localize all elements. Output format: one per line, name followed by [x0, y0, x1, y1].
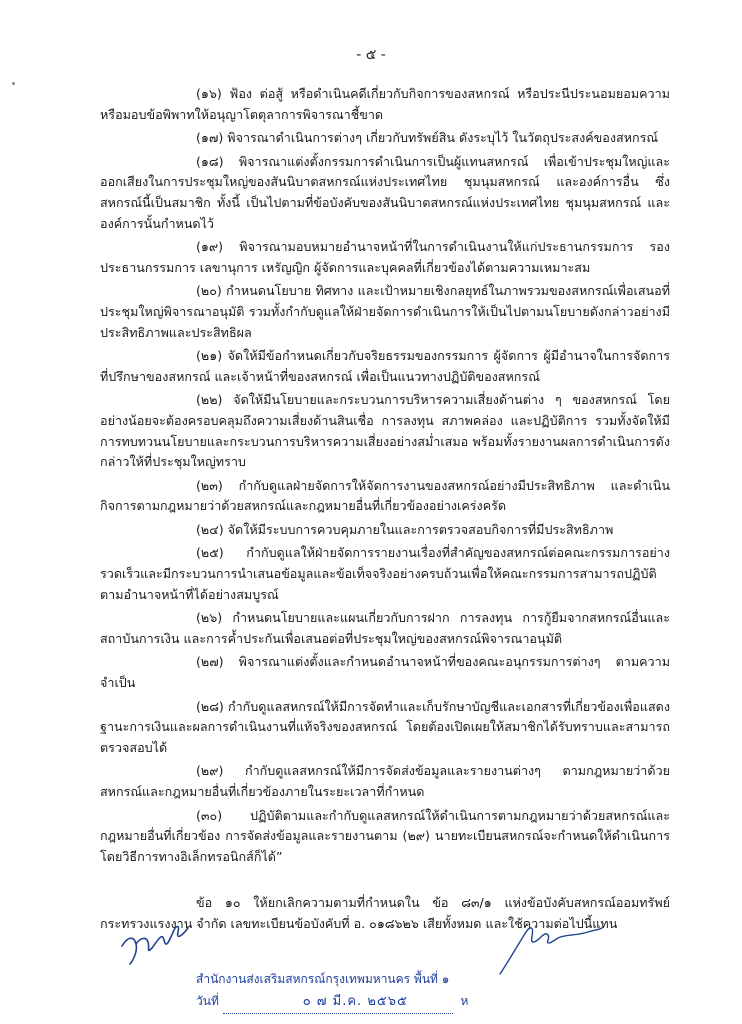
stamp-date-value: ๐ ๗ มี.ค. ๒๕๖๕	[223, 991, 453, 1014]
clause-21: (๒๑) จัดให้มีข้อกำหนดเกี่ยวกับจริยธรรมของกรรมการ ผู้จัดการ ผู้มีอำนาจในการจัดการที่ปรึกษาของสหกรณ์ และเจ้าหน้าที่ของสหกรณ์ เพื่อเป็นแนวทางปฏิบัติของสหกรณ์	[100, 348, 670, 384]
right-signature-icon	[496, 918, 606, 978]
clause-18: (๑๘) พิจารณาแต่งตั้งกรรมการดำเนินการเป็นผู้แทนสหกรณ์ เพื่อเข้าประชุมใหญ่และออกเสียงในการประชุมใหญ่ของสันนิบาตสหกรณ์แห่งประเทศไทย ชุมนุมสหกรณ์ และองค์การอื่น ซึ่งสหกรณ์นี้เป็นสมาชิก ทั้งนี้ เป็นไปตามที่ข้อบังคับของสันนิบาตสหกรณ์แห่งประเทศไทย ชุมนุมสหกรณ์ และองค์การนั้นกำหนดไว้	[100, 153, 670, 231]
clause-22: (๒๒) จัดให้มีนโยบายและกระบวนการบริหารความเสี่ยงด้านต่าง ๆ ของสหกรณ์ โดยอย่างน้อยจะต้องครอบคลุมถึงความเสี่ยงด้านสินเชื่อ การลงทุน สภาพคล่อง และปฏิบัติการ รวมทั้งจัดให้มีการทบทวนนโยบายและกระบวนการบริหารความเสี่ยงอย่างสม่ำเสมอ พร้อมทั้งรายงานผลการดำเนินการดังกล่าวให้ที่ประชุมใหญ่ทราบ	[100, 392, 670, 470]
stamp-date-row	[196, 990, 486, 1014]
clause-26: (๒๖) กำหนดนโยบายและแผนเกี่ยวกับการฝาก การลงทุน การกู้ยืมจากสหกรณ์อื่นและสถาบันการเงิน และการค้ำประกันเพื่อเสนอต่อที่ประชุมใหญ่ของสหกรณ์พิจารณาอนุมัติ	[100, 610, 670, 646]
clause-28: (๒๘) กำกับดูแลสหกรณ์ให้มีการจัดทำและเก็บรักษาบัญชีและเอกสารที่เกี่ยวข้องเพื่อแสดงฐานะการเงินและผลการดำเนินงานที่แท้จริงของสหกรณ์ โดยต้องเปิดเผยให้สมาชิกได้รับทราบและสามารถตรวจสอบได้	[100, 698, 670, 755]
document-body	[100, 84, 670, 938]
clause-20: (๒๐) กำหนดนโยบาย ทิศทาง และเป้าหมายเชิงกลยุทธ์ในภาพรวมของสหกรณ์เพื่อเสนอที่ประชุมใหญ่พิจารณาอนุมัติ รวมทั้งกำกับดูแลให้ฝ่ายจัดการดำเนินการให้เป็นไปตามนโยบายดังกล่าวอย่างมีประสิทธิภาพและประสิทธิผล	[100, 283, 670, 340]
scan-speck	[12, 82, 15, 85]
clause-16: (๑๖) ฟ้อง ต่อสู้ หรือดำเนินคดีเกี่ยวกับกิจการของสหกรณ์ หรือประนีประนอมยอมความหรือมอบข้อพิพาทให้อนุญาโตตุลาการพิจารณาชี้ขาด	[100, 86, 670, 122]
article-10-paragraph: ข้อ ๑๐ ให้ยกเลิกความตามที่กำหนดใน ข้อ ๘๓/๑ แห่งข้อบังคับสหกรณ์ออมทรัพย์กระทรวงแรงงาน จำกัด เลขทะเบียนข้อบังคับที่ อ. ๐๑๘๖๒๖ เสียทั้งหมด และใช้ความต่อไปนี้แทน	[100, 895, 670, 931]
left-signature-icon	[118, 918, 198, 968]
clause-24: (๒๔) จัดให้มีระบบการควบคุมภายในและการตรวจสอบกิจการที่มีประสิทธิภาพ	[196, 521, 614, 537]
office-receipt-stamp	[196, 968, 486, 1014]
clause-23: (๒๓) กำกับดูแลฝ่ายจัดการให้จัดการงานของสหกรณ์อย่างมีประสิทธิภาพ และดำเนินกิจการตามกฎหมายว่าด้วยสหกรณ์และกฎหมายอื่นที่เกี่ยวข้องอย่างเคร่งครัด	[100, 477, 670, 514]
clause-30: (๓๐) ปฏิบัติตามและกำกับดูแลสหกรณ์ให้ดำเนินการตามกฎหมายว่าด้วยสหกรณ์และกฎหมายอื่นที่เกี่ยวข้อง การจัดส่งข้อมูลและรายงานตาม (๒๙) นายทะเบียนสหกรณ์จะกำหนดให้ดำเนินการโดยวิธีการทางอิเล็กทรอนิกส์ก็ได้”	[100, 807, 670, 864]
clause-27: (๒๗) พิจารณาแต่งตั้งและกำหนดอำนาจหน้าที่ของคณะอนุกรรมการต่างๆ ตามความจำเป็น	[100, 654, 670, 691]
page-number: - ๕ -	[356, 47, 386, 63]
stamp-initials: ห	[460, 994, 469, 1008]
clause-17: (๑๗) พิจารณาดำเนินการต่างๆ เกี่ยวกับทรัพย์สิน ดังระบุไว้ ในวัตถุประสงค์ของสหกรณ์	[196, 130, 659, 146]
clause-19: (๑๙) พิจารณามอบหมายอำนาจหน้าที่ในการดำเนินงานให้แก่ประธานกรรมการ รองประธานกรรมการ เลขานุการ เหรัญญิก ผู้จัดการและบุคคลที่เกี่ยวข้องได้ตามความเหมาะสม	[100, 239, 670, 275]
clause-29: (๒๙) กำกับดูแลสหกรณ์ให้มีการจัดส่งข้อมูลและรายงานต่างๆ ตามกฎหมายว่าด้วยสหกรณ์และกฎหมายอื่นที่เกี่ยวข้องภายในระยะเวลาที่กำหนด	[100, 763, 670, 799]
stamp-office-name: สำนักงานส่งเสริมสหกรณ์กรุงเทพมหานคร พื้นที่ ๑	[196, 972, 450, 986]
clause-25: (๒๕) กำกับดูแลให้ฝ่ายจัดการรายงานเรื่องที่สำคัญของสหกรณ์ต่อคณะกรรมการอย่างรวดเร็วและมีกระบวนการนำเสนอข้อมูลและข้อเท็จจริงอย่างครบถ้วนเพื่อให้คณะกรรมการสามารถปฏิบัติตามอำนาจหน้าที่ได้อย่างสมบูรณ์	[100, 545, 670, 602]
stamp-date-label: วันที่	[196, 994, 219, 1008]
